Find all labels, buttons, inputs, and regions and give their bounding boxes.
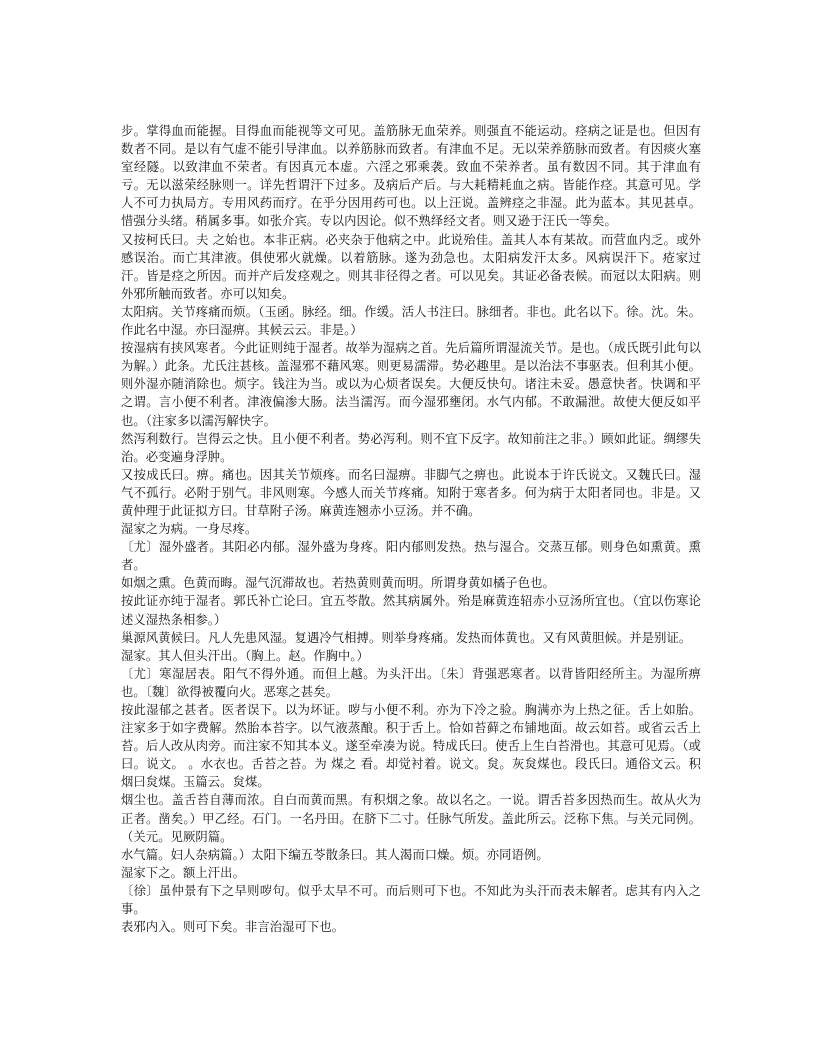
paragraph-10: 按此证亦纯于湿者。郭氏补亡论曰。宜五苓散。然其病属外。殆是麻黄连轺赤小豆汤所宜也。（宜以伤寒论述义湿热条相参。） [121,594,701,627]
paragraph-19: 表邪内入。则可下矣。非言治湿可下也。 [121,920,345,935]
paragraph-13: 〔尤〕寒湿居表。阳气不得外通。而但上越。为头汗出。〔朱〕背强恶寒者。以背皆阳经所主。为湿所痹也。〔魏〕欲得被覆向火。恶寒之甚矣。 [121,666,701,699]
paragraph-5: 然泻利数行。岂得云之快。且小便不利者。势必泻利。则不宜下反字。故知前注之非。）顾如此证。绸缪失治。必变遍身浮肿。 [121,431,701,464]
paragraph-6: 又按成氏曰。痹。痛也。因其关节烦疼。而名曰湿痹。非脚气之痹也。此说本于许氏说文。又魏氏曰。湿气不孤行。必附于别气。非风则寒。今感人而关节疼痛。知附于寒者多。何为病于太阳者同也。非是。又黄仲理于此证拟方曰。甘草附子汤。麻黄连翘赤小豆汤。并不确。 [121,467,701,518]
document-page [121,122,701,936]
paragraph-2: 又按柯氏曰。夫 之始也。本非正病。必夹杂于他病之中。此说殆佳。盖其人本有某故。而营血内乏。或外感误治。而亡其津液。俱使邪火就燥。以着筋脉。遂为劲急也。太阳病发汗太多。风病误汗下。疮家过汗。皆是痉之所因。而并产后发痉观之。则其非径得之者。可以见矣。其证必备表候。而冠以太阳病。则外邪所触而致者。亦可以知矣。 [121,232,701,301]
paragraph-3: 太阳病。关节疼痛而烦。（玉函。脉经。细。作缓。活人书注曰。脉细者。非也。此名以下。徐。沈。朱。作此名中湿。亦曰湿痹。其候云云。非是。） [121,304,701,338]
paragraph-8: 〔尤〕湿外盛者。其阳必内郁。湿外盛为身疼。阳内郁则发热。热与湿合。交蒸互郁。则身色如熏黄。熏者。 [121,540,701,573]
paragraph-9: 如烟之熏。色黄而晦。湿气沉滞故也。若热黄则黄而明。所谓身黄如橘子色也。 [121,576,555,591]
paragraph-14: 按此湿郁之甚者。医者误下。以为坏证。哕与小便不利。亦为下冷之验。胸满亦为上热之征。舌上如胎。注家多于如字费解。然胎本苔字。以气液蒸酿。积于舌上。恰如苔藓之布铺地面。故云如苔。或省云舌上苔。后人改从肉旁。而注家不知其本义。遂至牵凑为说。特成氏曰。使舌上生白苔滑也。其意可见焉。（或曰。说文。 。水衣也。舌苔之苔。为 煤之 看。却觉衬着。说文。炱。灰炱煤也。段氏曰。通俗文云。积烟曰炱煤。玉篇云。炱煤。 [121,703,701,790]
paragraph-16: 水气篇。妇人杂病篇。）太阳下编五苓散条曰。其人渴而口燥。烦。亦同语例。 [121,847,549,862]
paragraph-18: 〔徐〕虽仲景有下之早则哕句。似乎太早不可。而后则可下也。不知此为头汗而表未解者。虑其有内入之事。 [121,883,701,917]
paragraph-11: 巢源风黄候曰。凡人先患风湿。复遇冷气相搏。则举身疼痛。发热而体黄也。又有风黄胆候。并是别证。 [121,630,692,645]
paragraph-17: 湿家下之。额上汗出。 [121,865,245,880]
paragraph-1: 步。掌得血而能握。目得血而能视等文可见。盖筋脉无血荣养。则强直不能运动。痉病之证是也。但因有数者不同。是以有气虚不能引导津血。以养筋脉而致者。有津血不足。无以荣养筋脉而致者。有因痰火塞室经隧。以致津血不荣者。有因真元本虚。六淫之邪乘袭。致血不荣养者。虽有数因不同。其于津血有亏。无以滋荣经脉则一。详先哲谓汗下过多。及病后产后。与大耗精耗血之病。皆能作痉。其意可见。学人不可力执局方。专用风药而疗。在乎分因用药可也。以上汪说。盖辨痉之非湿。此为蓝本。其见甚卓。惜强分头绪。稍属多事。如张介宾。专以内因论。似不熟绎经文者。则又逊于汪氏一等矣。 [121,124,701,229]
paragraph-4: 按湿病有挟风寒者。今此证则纯于湿者。故举为湿病之首。先后篇所谓湿流关节。是也。（成氏既引此句以为解。）此条。尤氏注甚核。盖湿邪不藉风寒。则更易濡滞。势必趣里。是以治法不事驱表。但利其小便。则外湿亦随消除也。烦字。钱注为当。或以为心烦者误矣。大便反快句。诸注未妥。愚意快者。快调和平之谓。言小便不利者。津液偏渗大肠。法当濡泻。而今湿邪壅闭。水气内郁。不敢漏泄。故使大便反如平也。（注家多以濡泻解快字。 [121,341,701,428]
paragraph-7: 湿家之为病。一身尽疼。 [121,522,258,537]
paragraph-15: 烟尘也。盖舌苔自薄而浓。自白而黄而黑。有积烟之象。故以名之。一说。谓舌苔多因热而生。故从火为正者。凿矣。）甲乙经。石门。一名丹田。在脐下二寸。任脉气所发。盖此所云。泛称下焦。与关元同例。（关元。见厥阴篇。 [121,793,701,844]
paragraph-12: 湿家。其人但头汗出。（胸上。赵。作胸中。） [121,648,370,663]
